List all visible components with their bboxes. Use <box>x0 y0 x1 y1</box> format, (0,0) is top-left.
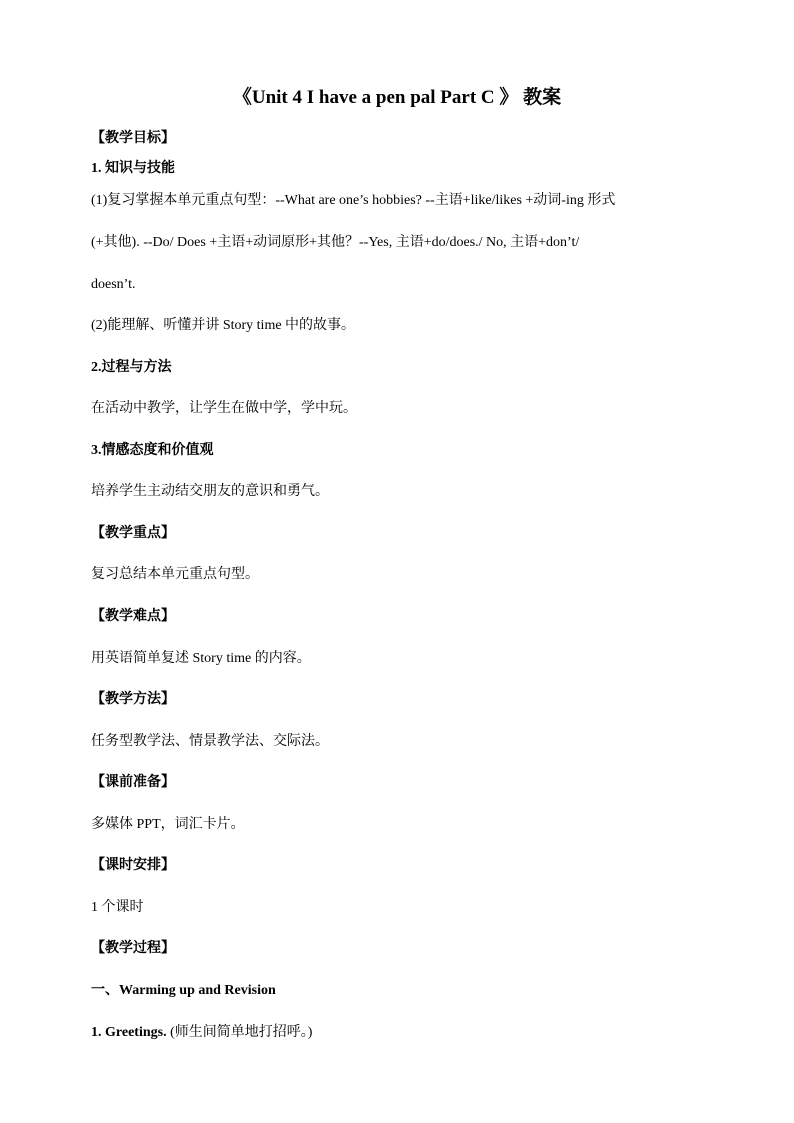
heading-class-hours: 【课时安排】 <box>91 858 175 873</box>
greetings-line <box>91 1024 312 1042</box>
heading-preparation: 【课前准备】 <box>91 775 175 790</box>
teaching-methods-text: 任务型教学法、情景教学法、交际法。 <box>91 734 329 749</box>
greetings-note: (师生间简单地打招呼。) <box>166 1025 313 1040</box>
key-points-text: 复习总结本单元重点句型。 <box>91 567 259 582</box>
subheading-knowledge-skills: 1. 知识与技能 <box>91 161 175 176</box>
heading-teaching-process: 【教学过程】 <box>91 941 175 956</box>
section-warming-up: 一、Warming up and Revision <box>91 983 276 998</box>
objective-1-line-1: (1)复习掌握本单元重点句型：--What are one’s hobbies? --主语+like/likes +动词-ing 形式 <box>91 193 616 208</box>
process-methods-text: 在活动中教学，让学生在做中学，学中玩。 <box>91 401 357 416</box>
objective-2: (2)能理解、听懂并讲 Story time 中的故事。 <box>91 318 356 333</box>
emotion-values-text: 培养学生主动结交朋友的意识和勇气。 <box>91 484 329 499</box>
subheading-process-methods: 2.过程与方法 <box>91 360 172 375</box>
heading-teaching-objectives: 【教学目标】 <box>91 131 175 146</box>
heading-teaching-key-points: 【教学重点】 <box>91 526 175 541</box>
preparation-text: 多媒体 PPT，词汇卡片。 <box>91 817 245 832</box>
difficulties-text: 用英语简单复述 Story time 的内容。 <box>91 651 311 666</box>
greetings-label: 1. Greetings. <box>91 1025 167 1040</box>
objective-1-line-3: doesn’t. <box>91 277 136 292</box>
heading-teaching-difficulties: 【教学难点】 <box>91 609 175 624</box>
subheading-emotion-values: 3.情感态度和价值观 <box>91 443 214 458</box>
objective-1-line-2: (+其他). --Do/ Does +主语+动词原形+其他？--Yes, 主语+do/does./ No, 主语+don’t/ <box>91 235 580 250</box>
class-hours-text: 1 个课时 <box>91 900 144 915</box>
document-title: 《Unit 4 I have a pen pal Part C 》 教案 <box>232 87 562 108</box>
heading-teaching-methods: 【教学方法】 <box>91 692 175 707</box>
